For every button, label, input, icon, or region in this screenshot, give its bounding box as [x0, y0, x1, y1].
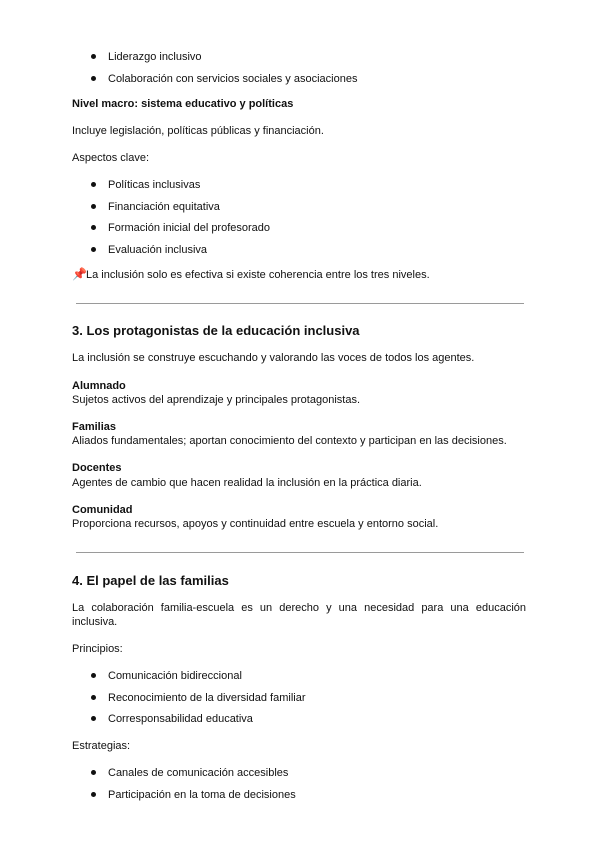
- agent-description: Proporciona recursos, apoyos y continuidad entre escuela y entorno social.: [72, 518, 439, 530]
- agent-name: Comunidad: [72, 504, 133, 516]
- bullet-list-meso: [72, 50, 357, 93]
- list-item: Financiación equitativa: [72, 200, 270, 222]
- list-item: Formación inicial del profesorado: [72, 221, 270, 243]
- list-item: Liderazgo inclusivo: [72, 50, 357, 72]
- section-3-heading: 3. Los protagonistas de la educación inclusiva: [72, 323, 360, 338]
- bullet-list-principles: [72, 669, 305, 734]
- list-item: Reconocimiento de la diversidad familiar: [72, 691, 305, 713]
- pin-note: [72, 267, 430, 283]
- agent-description: Sujetos activos del aprendizaje y principales protagonistas.: [72, 394, 360, 406]
- section-3-intro: La inclusión se construye escuchando y valorando las voces de todos los agentes.: [72, 352, 475, 364]
- agent-description: Aliados fundamentales; aportan conocimiento del contexto y participan en las decisiones.: [72, 435, 507, 447]
- macro-level-heading: Nivel macro: sistema educativo y políticas: [72, 98, 294, 110]
- macro-level-description: Incluye legislación, políticas públicas y financiación.: [72, 125, 324, 137]
- list-item: Comunicación bidireccional: [72, 669, 305, 691]
- section-4-intro: La colaboración familia-escuela es un derecho y una necesidad para una educación inclusiva.: [72, 602, 526, 629]
- agent-name: Familias: [72, 421, 117, 433]
- agent-name: Alumnado: [72, 380, 126, 392]
- bullet-list-aspects: [72, 178, 270, 264]
- list-item: Corresponsabilidad educativa: [72, 712, 305, 734]
- agent-name: Docentes: [72, 462, 122, 474]
- list-item: Políticas inclusivas: [72, 178, 270, 200]
- section-divider: [76, 552, 524, 553]
- section-4-heading: 4. El papel de las familias: [72, 573, 229, 588]
- bullet-list-strategies: [72, 766, 296, 809]
- pushpin-icon: 📌: [72, 267, 87, 281]
- list-item: Canales de comunicación accesibles: [72, 766, 296, 788]
- principles-label: Principios:: [72, 643, 123, 655]
- strategies-label: Estrategias:: [72, 740, 131, 752]
- section-divider: [76, 303, 524, 304]
- agent-description: Agentes de cambio que hacen realidad la inclusión en la práctica diaria.: [72, 477, 422, 489]
- list-item: Colaboración con servicios sociales y asociaciones: [72, 72, 357, 94]
- pin-note-text: La inclusión solo es efectiva si existe coherencia entre los tres niveles.: [86, 269, 430, 281]
- aspects-label: Aspectos clave:: [72, 152, 150, 164]
- list-item: Participación en la toma de decisiones: [72, 788, 296, 810]
- list-item: Evaluación inclusiva: [72, 243, 270, 265]
